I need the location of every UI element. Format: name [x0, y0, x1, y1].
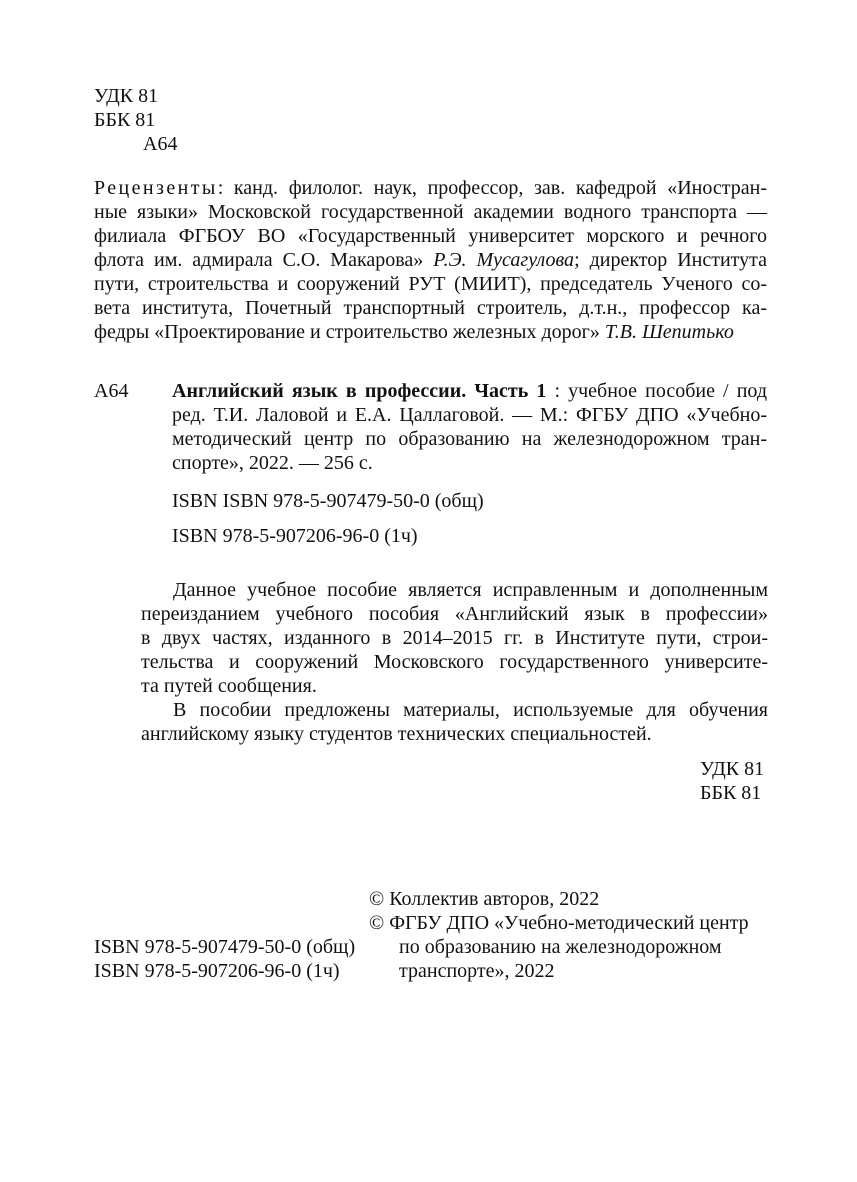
bbk-code: ББК 81 — [700, 782, 762, 804]
annotation-line: английскому языку студентов технических специальностей. — [141, 723, 652, 745]
reviewers-line: Рецензенты: канд. филолог. наук, профессор, зав. кафедрой «Иностран- — [94, 177, 767, 199]
classification-block-bottom — [700, 757, 764, 805]
bibliographic-record — [172, 379, 767, 475]
reviewers-line: флота им. адмирала С.О. Макарова» Р.Э. Мусагулова; директор Института — [94, 249, 768, 271]
isbn-line: ISBN 978-5-907479-50-0 (общ) — [94, 936, 356, 958]
annotation-line: в двух частях, изданного в 2014–2015 гг. в Институте пути, строи- — [141, 627, 768, 649]
copyright-line: © ФГБУ ДПО «Учебно-методический центр — [369, 912, 749, 934]
reviewer-name: Т.В. Шепитько — [604, 321, 734, 343]
udk-code: УДК 81 — [94, 85, 159, 107]
copyright-line: транспорте», 2022 — [399, 960, 555, 982]
annotation-line: та путей сообщения. — [141, 675, 317, 697]
classification-block-top — [94, 84, 177, 156]
isbn-line: ISBN 978-5-907206-96-0 (1ч) — [94, 960, 340, 982]
annotation-line: переизданием учебного пособия «Английский язык в профессии» — [141, 603, 768, 625]
reviewers-line: филиала ФГБОУ ВО «Государственный университет морского и речного — [94, 225, 767, 247]
record-line: методический центр по образованию на железнодорожном тран- — [172, 428, 767, 450]
isbn-line: ISBN 978-5-907206-96-0 (1ч) — [172, 525, 418, 547]
annotation-line: тельства и сооружений Московского государственного университе- — [141, 651, 768, 673]
isbn-block-bottom — [94, 935, 355, 983]
annotation-line: Данное учебное пособие является исправленным и дополненным — [173, 579, 768, 601]
udk-code: УДК 81 — [700, 758, 765, 780]
catalog-code: А64 — [94, 380, 129, 402]
author-mark: А64 — [143, 133, 178, 155]
isbn-line: ISBN ISBN 978-5-907479-50-0 (общ) — [172, 490, 484, 512]
bbk-code: ББК 81 — [94, 109, 156, 131]
copyright-block — [369, 887, 749, 983]
reviewers-line: федры «Проектирование и строительство железных дорог» Т.В. Шепитько — [94, 321, 734, 343]
reviewers-block — [94, 176, 767, 344]
record-line: ред. Т.И. Лаловой и Е.А. Цаллаговой. — М.: ФГБУ ДПО «Учебно- — [172, 404, 767, 426]
reviewers-line: пути, строительства и сооружений РУТ (МИИТ), председатель Ученого со- — [94, 273, 767, 295]
record-line: Английский язык в профессии. Часть 1 : учебное пособие / под — [172, 380, 767, 402]
reviewers-line: вета института, Почетный транспортный строитель, д.т.н., профессор ка- — [94, 297, 767, 319]
reviewer-name: Р.Э. Мусагулова — [433, 249, 575, 271]
copyright-line: © Коллектив авторов, 2022 — [369, 888, 600, 910]
annotation — [141, 578, 768, 746]
book-title: Английский язык в профессии. Часть 1 — [172, 380, 547, 402]
record-line: спорте», 2022. — 256 с. — [172, 452, 373, 474]
annotation-line: В пособии предложены материалы, используемые для обучения — [173, 699, 768, 721]
reviewers-label: Рецензенты — [94, 177, 218, 199]
reviewers-line: ные языки» Московской государственной академии водного транспорта — — [94, 201, 767, 223]
copyright-line: по образованию на железнодорожном — [399, 936, 722, 958]
